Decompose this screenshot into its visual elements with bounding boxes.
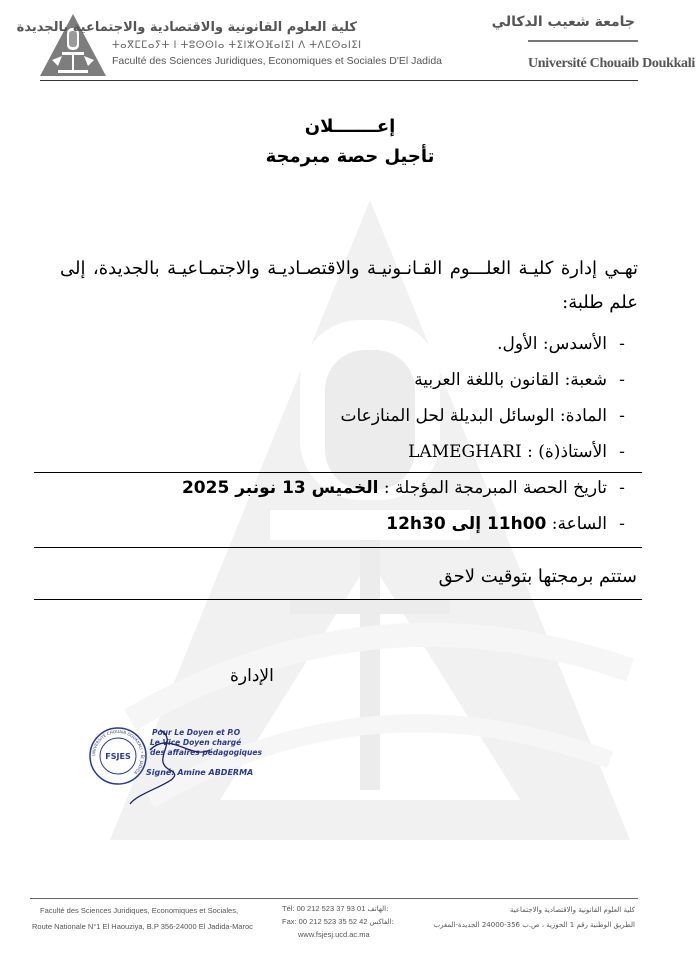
footer-website[interactable]: www.fsjesj.ucd.ac.ma [298, 930, 370, 939]
time-label: الساعة: [551, 514, 607, 534]
list-item-course: -المادة: الوسائل البديلة لحل المنازعات [340, 406, 625, 426]
signature-line-4: Signé: Amine ABDERMA [146, 768, 254, 777]
footer-fax: Fax: 00 212 523 35 52 42 الفاكس: [282, 917, 394, 926]
university-name-arabic: جامعة شعيب الدكالي [491, 14, 635, 30]
announcement-intro: تهـي إدارة كليـة العلـــوم القـانـونيـة والاقتصـاديـة والاجتمـاعيـة بالجديدة، إلى علم طلبة: [60, 258, 638, 313]
administration-signoff: الإدارة [230, 666, 274, 686]
signature-line-2: Le Vice Doyen chargé [150, 738, 242, 747]
list-item-program: -شعبة: القانون باللغة العربية [414, 370, 625, 390]
professor-value: LAMEGHARI [408, 442, 522, 462]
footer-address-arabic-1: كلية العلوم القانونية والاقتصادية والاجتماعية [509, 906, 635, 914]
footer-address-arabic-2: الطريق الوطنية رقم 1 الحوزية ، ص.ب 356-24000 الجديدة-المغرب [433, 921, 635, 929]
date-label: تاريخ الحصة المبرمجة المؤجلة : [383, 478, 607, 498]
handwritten-signature [120, 720, 240, 810]
announcement-title: إعـــــــلان [304, 116, 396, 137]
professor-label: الأستاذ(ة) : [527, 442, 607, 462]
list-item-time: -الساعة: 11h00 إلى 12h30 [386, 514, 625, 534]
university-logo-divider [528, 40, 638, 42]
header-divider [40, 80, 638, 81]
footer-phone: Tél: 00 212 523 37 93 01 الهاتف: [282, 904, 389, 913]
signature-line-1: Pour Le Doyen et P.O [152, 728, 241, 737]
semester-label: الأسدس: [542, 334, 607, 354]
faculty-name-french: Faculté des Sciences Juridiques, Economiques et Sociales D'El Jadida [112, 55, 443, 67]
university-name-french: Université Chouaib Doukkali [528, 56, 695, 71]
program-value: القانون باللغة العربية [414, 370, 560, 390]
date-value: الخميس 13 نونبر 2025 [181, 478, 379, 498]
signature-line-3: des affaires pédagogiques [150, 748, 262, 757]
course-value: الوسائل البديلة لحل المنازعات [340, 406, 555, 426]
details-list [182, 326, 637, 542]
faculty-name-tifinagh: ⵜⴰⴳⵎⵎⴰⵢⵜ ⵏ ⵜⵓⵙⵙⵏⴰ ⵜⵉⵏⵣⵔⴼⴰⵏⵉⵏ ⴷ ⵜⴷⵎⵙⴰⵏⵉⵏ [112, 40, 362, 51]
footer-address-french-1: Faculté des Sciences Juridiques, Economiques et Sociales, [40, 906, 239, 915]
announcement-subtitle: تأجيل حصة مبرمجة [265, 146, 435, 167]
list-item-date: -تاريخ الحصة المبرمجة المؤجلة : الخميس 13 نونبر 2025 [181, 478, 625, 498]
note-divider [34, 599, 642, 600]
faculty-name-arabic: كلية العلوم القانونية والاقتصادية والاجتماعية بالجديدة [16, 20, 357, 35]
details-bottom-divider [34, 547, 642, 548]
course-label: المادة: [559, 406, 607, 426]
list-item-semester: -الأسدس: الأول. [497, 334, 625, 354]
time-value: 11h00 إلى 12h30 [386, 514, 547, 534]
semester-value: الأول. [497, 334, 538, 354]
stamp-ring-text: UNIVERSITÉ CHOUAIB DOUKKALI • EL JADIDA [90, 728, 146, 776]
stamp-label: FSJES [105, 752, 131, 761]
footer-divider [30, 898, 638, 899]
footer-address-french-2: Route Nationale N°1 El Haouziya, B.P 356-24000 El Jadida-Maroc [32, 922, 253, 931]
program-label: شعبة: [564, 370, 607, 390]
postponed-note: ستتم برمجتها بتوقيت لاحق [438, 566, 637, 587]
details-top-divider [34, 472, 642, 473]
list-item-professor: -الأستاذ(ة) : LAMEGHARI [408, 442, 625, 462]
